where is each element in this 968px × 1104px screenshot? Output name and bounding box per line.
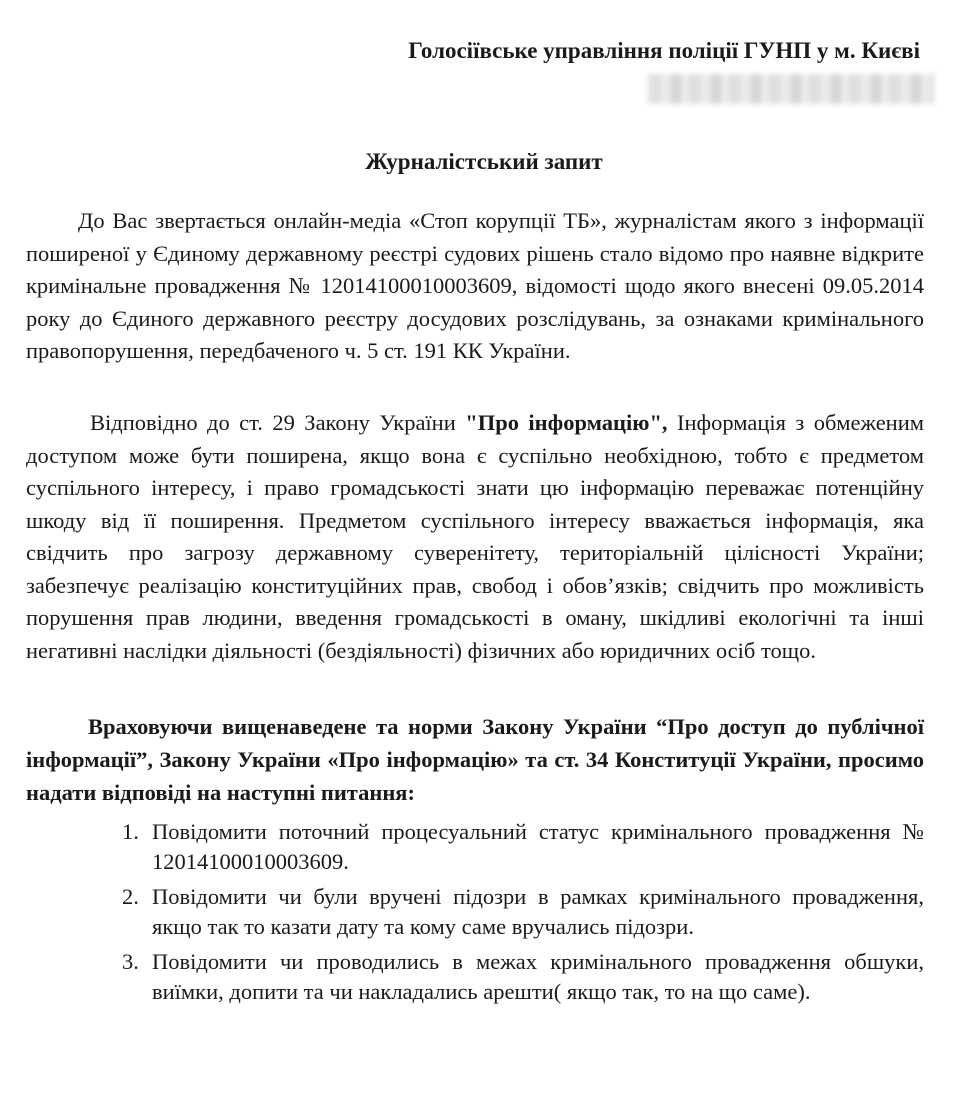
list-item-number: 3. — [122, 949, 139, 974]
paragraph-request — [26, 710, 924, 809]
list-item-text: Повідомити чи були вручені підозри в рамках кримінального провадження, якщо так то казати дату та кому саме вручались підозри. — [152, 884, 924, 939]
paragraph-law-basis — [26, 407, 924, 667]
paragraph-intro-text: До Вас звертається онлайн-медіа «Стоп корупції ТБ», журналістам якого з інформації поширеної у Єдиному державному реєстрі судових рішень стало відомо про наявне відкрите кримінальне провадження № 12014100010003609, відомості щодо якого внесені 09.05.2014 року до Єдиного державного реєстру досудових розслідувань, за ознаками кримінального правопорушення, передбаченого ч. 5 ст. 191 КК України. — [26, 208, 924, 363]
redacted-name — [648, 74, 934, 104]
questions-list — [116, 817, 924, 1012]
document-title: Журналістський запит — [365, 149, 603, 174]
list-item-text: Повідомити чи проводились в межах кримінального провадження обшуки, виїмки, допити та чи накладались арешти( якщо так, то на що саме). — [152, 949, 924, 1004]
list-item-number: 1. — [122, 819, 139, 844]
law-basis-rest: Інформація з обмеженим доступом може бути поширена, якщо вона є суспільно необхідною, тобто є предметом суспільного інтересу, і право громадськості знати цю інформацію переважає потенційну шкоду від її поширення. Предметом суспільного інтересу вважається інформація, яка свідчить про загрозу державному суверенітету, територіальній цілісності України; забезпечує реалізацію конституційних прав, свобод і обов’язків; свідчить про можливість порушення прав людини, введення громадськості в оману, шкідливі екологічні та інші негативні наслідки діяльності (бездіяльності) фізичних або юридичних осіб тощо. — [26, 410, 924, 663]
list-item — [116, 817, 924, 877]
list-item-number: 2. — [122, 884, 139, 909]
list-item — [116, 947, 924, 1007]
law-basis-lead: Відповідно до ст. 29 Закону України — [90, 410, 456, 435]
recipient-header: Голосіївське управління поліції ГУНП у м. Києві — [408, 38, 920, 63]
law-name: "Про інформацію", — [465, 410, 668, 435]
list-item-text: Повідомити поточний процесуальний статус кримінального провадження № 12014100010003609. — [152, 819, 924, 874]
list-item — [116, 882, 924, 942]
paragraph-request-text: Враховуючи вищенаведене та норми Закону України “Про доступ до публічної інформації”, Закону України «Про інформацію» та ст. 34 Конституції України, просимо надати відповіді на наступні питання: — [26, 714, 924, 805]
paragraph-law-basis-text — [26, 407, 924, 667]
paragraph-intro — [26, 205, 924, 368]
